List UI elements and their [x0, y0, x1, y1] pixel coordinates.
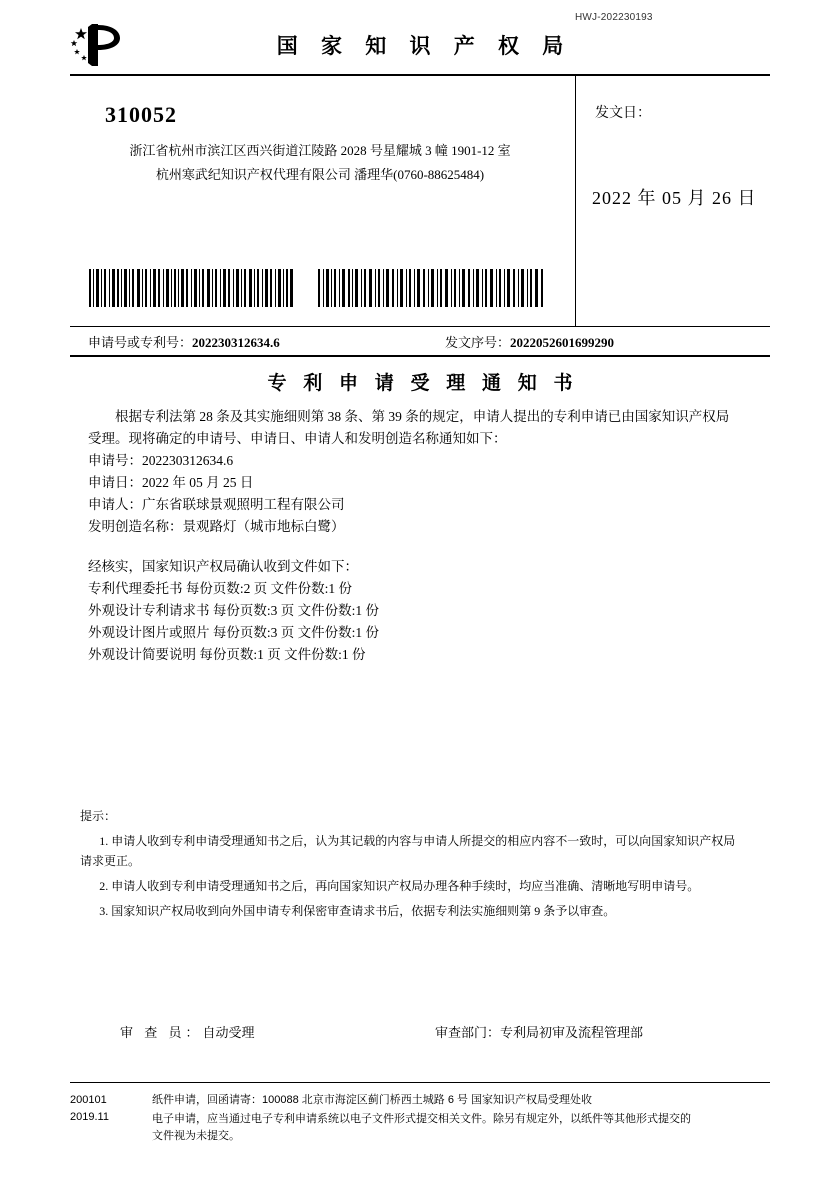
serial-number-field — [445, 332, 614, 351]
files-confirm-line: 经核实，国家知识产权局确认收到文件如下： — [88, 559, 358, 574]
notes-title: 提示： — [80, 809, 117, 823]
footer-line-1: 纸件申请，回函请寄：100088 北京市海淀区蓟门桥西土城路 6 号 国家知识产权局受理处收 — [152, 1094, 593, 1106]
serial-number-value: 2022052601699290 — [510, 335, 615, 350]
document-body — [88, 406, 752, 666]
application-number-value: 202230312634.6 — [192, 335, 280, 350]
postal-code: 310052 — [105, 102, 177, 127]
application-date-line: 申请日：2022 年 05 月 25 日 — [88, 475, 254, 490]
application-number-line: 申请号：202230312634.6 — [88, 453, 234, 468]
invention-name-line: 发明创造名称：景观路灯（城市地标白鹭） — [88, 519, 345, 534]
examiner-field — [120, 1022, 255, 1041]
notes-section — [80, 806, 756, 921]
note-item: 1. 申请人收到专利申请受理通知书之后，认为其记载的内容与申请人所提交的相应内容不一致时，可以向国家知识产权局 — [99, 834, 736, 848]
barcode-serial-number — [317, 269, 545, 307]
document-code: HWJ-202230193 — [575, 12, 653, 23]
department-label: 审查部门： — [435, 1025, 501, 1040]
document-header — [70, 22, 770, 76]
file-item: 外观设计专利请求书 每份页数:3 页 文件份数:1 份 — [88, 603, 380, 618]
footer-code-2: 2019.11 — [70, 1111, 109, 1123]
issue-date-label: 发文日： — [595, 106, 651, 121]
footer-codes — [70, 1092, 150, 1126]
department-value: 专利局初审及流程管理部 — [500, 1025, 644, 1040]
footer-text — [152, 1092, 772, 1145]
note-item: 2. 申请人收到专利申请受理通知书之后，再向国家知识产权局办理各种手续时，均应当准确、清晰地写明申请号。 — [99, 879, 700, 893]
issue-date-value: 2022 年 05 月 26 日 — [592, 188, 757, 208]
intro-line-1: 根据专利法第 28 条及其实施细则第 38 条、第 39 条的规定，申请人提出的专利申请已由国家知识产权局 — [115, 409, 730, 424]
application-number-field — [88, 332, 280, 351]
footer-code-1: 200101 — [70, 1094, 107, 1106]
file-item: 外观设计简要说明 每份页数:1 页 文件份数:1 份 — [88, 647, 366, 662]
vertical-divider — [575, 74, 576, 327]
page-title: 专 利 申 请 受 理 通 知 书 — [267, 373, 579, 394]
examiner-value: 自动受理 — [202, 1025, 255, 1040]
serial-number-label: 发文序号： — [445, 335, 511, 350]
note-item-continued: 请求更正。 — [80, 854, 141, 868]
note-item: 3. 国家知识产权局收到向外国申请专利保密审查请求书后，依据专利法实施细则第 9 条予以审查。 — [99, 904, 616, 918]
body-spacer — [88, 538, 752, 556]
footer-line-3: 文件视为未提交。 — [152, 1130, 240, 1142]
address-date-block — [70, 74, 770, 327]
footer-line-2: 电子申请，应当通过电子专利申请系统以电子文件形式提交相关文件。除另有规定外，以纸件等其他形式提交的 — [152, 1113, 691, 1125]
organization-title: 国 家 知 识 产 权 局 — [276, 34, 573, 58]
file-item: 专利代理委托书 每份页数:2 页 文件份数:1 份 — [88, 581, 353, 596]
file-item: 外观设计图片或照片 每份页数:3 页 文件份数:1 份 — [88, 625, 380, 640]
recipient-address-line1: 浙江省杭州市滨江区西兴街道江陵路 2028 号星耀城 3 幢 1901-12 室 — [129, 143, 511, 158]
footer-divider — [70, 1082, 770, 1083]
numbers-row — [70, 327, 770, 357]
department-field — [435, 1022, 643, 1041]
intro-line-2: 受理。现将确定的申请号、申请日、申请人和发明创造名称通知如下： — [88, 431, 507, 446]
recipient-agency-line: 杭州寒武纪知识产权代理有限公司 潘理华(0760-88625484) — [155, 167, 485, 182]
application-number-label: 申请号或专利号： — [88, 335, 193, 350]
applicant-line: 申请人：广东省联球景观照明工程有限公司 — [88, 497, 345, 512]
barcode-application-number — [88, 269, 294, 307]
examiner-label: 审 查 员： — [120, 1025, 203, 1040]
